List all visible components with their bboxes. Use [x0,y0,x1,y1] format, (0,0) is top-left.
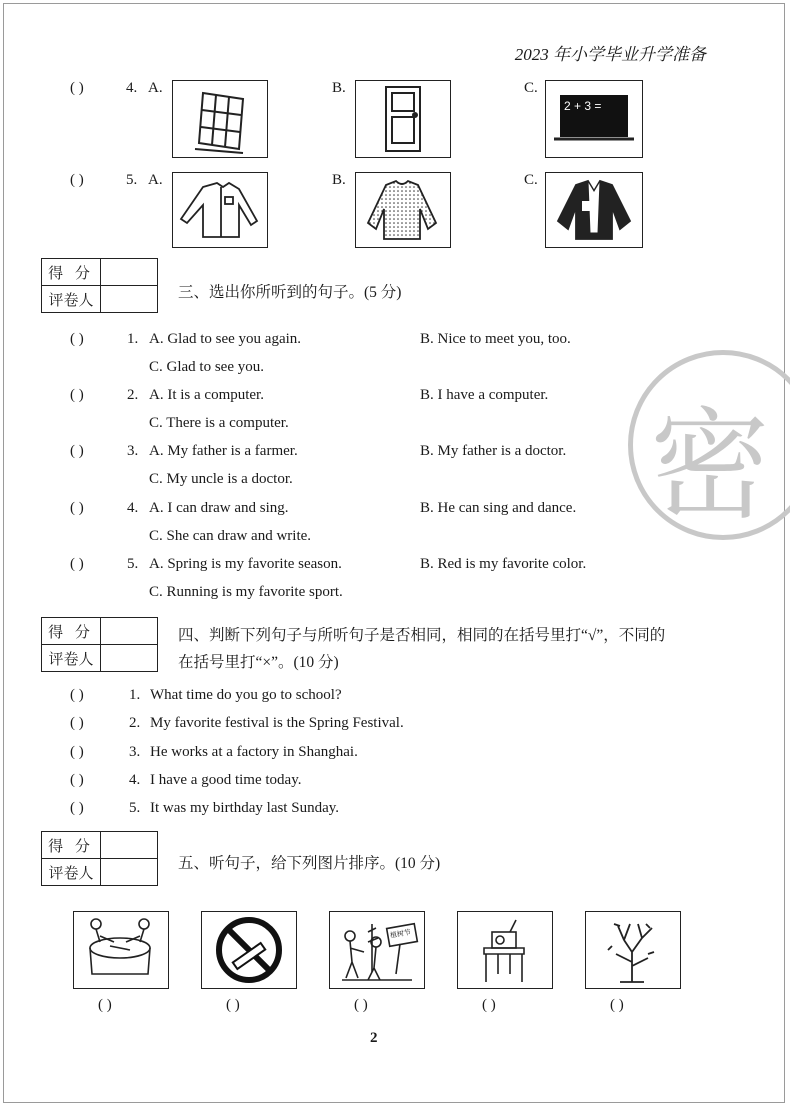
item-number: 3. [129,744,141,760]
option-c: C. Glad to see you. [149,359,264,375]
grader-label: 评卷人 [42,286,101,313]
option-label: B. [332,172,346,188]
grader-label: 评卷人 [42,859,101,886]
grader-field[interactable] [101,645,158,672]
answer-paren[interactable]: ( ) [70,772,84,788]
option-c: C. She can draw and write. [149,528,312,544]
tree-icon [585,911,681,989]
sentence: He works at a factory in Shanghai. [150,744,358,760]
section-title: 三、选出你所听到的句子。(5 分) [178,284,402,301]
score-field[interactable] [101,259,158,286]
score-box [41,258,158,313]
stamp-character: 密 [650,397,770,536]
sentence: What time do you go to school? [150,687,342,703]
option-label: C. [524,172,538,188]
option-a: A. It is a computer. [149,387,264,403]
sign-text: 植树节 [389,928,412,940]
grader-field[interactable] [101,859,158,886]
option-b: B. He can sing and dance. [420,500,577,516]
score-label: 得 分 [42,618,101,645]
option-label: B. [332,80,346,96]
option-label: A. [148,80,163,96]
item-number: 4. [129,772,141,788]
answer-paren[interactable]: ( ) [70,556,84,572]
option-b: B. My father is a doctor. [420,443,567,459]
answer-paren[interactable]: ( ) [70,500,84,516]
score-field[interactable] [101,832,158,859]
sentence: It was my birthday last Sunday. [150,800,340,816]
answer-paren[interactable]: ( ) [70,172,84,188]
blackboard-text: 2 + 3 = [564,99,602,113]
option-a: A. My father is a farmer. [149,443,298,459]
score-box [41,617,158,672]
planting-trees-icon [329,911,425,989]
option-a: A. Spring is my favorite season. [149,556,342,572]
option-b: B. I have a computer. [420,387,549,403]
item-number: 5. [129,800,141,816]
item-number: 5. [127,556,139,572]
score-label: 得 分 [42,832,101,859]
item-number: 4. [126,80,138,96]
option-label: A. [148,172,163,188]
answer-paren[interactable]: ( ) [70,80,84,96]
option-c: C. My uncle is a doctor. [149,471,293,487]
answer-paren[interactable]: ( ) [70,443,84,459]
item-number: 1. [127,331,139,347]
grader-field[interactable] [101,286,158,313]
section-title: 五、听句子，给下列图片排序。(10 分) [178,855,441,872]
window-icon [172,80,268,158]
item-number: 1. [129,687,141,703]
desk-with-radio-icon [457,911,553,989]
answer-paren[interactable]: ( ) [70,687,84,703]
score-field[interactable] [101,618,158,645]
answer-paren[interactable]: ( ) [70,744,84,760]
sweater-icon [355,172,451,248]
item-number: 3. [127,443,139,459]
answer-paren[interactable]: ( ) [226,997,240,1013]
option-b: B. Red is my favorite color. [420,556,587,572]
sentence: My favorite festival is the Spring Festival. [150,715,404,731]
option-a: A. I can draw and sing. [149,500,289,516]
section-title: 四、判断下列句子与所听句子是否相同，相同的在括号里打“√”，不同的 [178,627,666,644]
option-c: C. Running is my favorite sport. [149,584,343,600]
answer-paren[interactable]: ( ) [98,997,112,1013]
option-b: B. Nice to meet you, too. [420,331,571,347]
answer-paren[interactable]: ( ) [70,800,84,816]
answer-paren[interactable]: ( ) [70,387,84,403]
score-box [41,831,158,886]
blackboard-icon [545,80,643,158]
sentence: I have a good time today. [150,772,302,788]
answer-paren[interactable]: ( ) [70,331,84,347]
shirt-icon [172,172,268,248]
answer-paren[interactable]: ( ) [482,997,496,1013]
answer-paren[interactable]: ( ) [354,997,368,1013]
option-c: C. There is a computer. [149,415,289,431]
door-icon [355,80,451,158]
item-number: 4. [127,500,139,516]
item-number: 2. [129,715,141,731]
page-number: 2 [370,1030,378,1046]
item-number: 5. [126,172,138,188]
grader-label: 评卷人 [42,645,101,672]
option-label: C. [524,80,538,96]
score-label: 得 分 [42,259,101,286]
answer-paren[interactable]: ( ) [70,715,84,731]
jacket-icon [545,172,643,248]
page-header: 2023 年小学毕业升学准备 [514,45,706,64]
answer-paren[interactable]: ( ) [610,997,624,1013]
kids-cleaning-table-icon [73,911,169,989]
no-smoking-icon [201,911,297,989]
option-a: A. Glad to see you again. [149,331,302,347]
item-number: 2. [127,387,139,403]
section-title-line2: 在括号里打“×”。(10 分) [178,654,339,671]
